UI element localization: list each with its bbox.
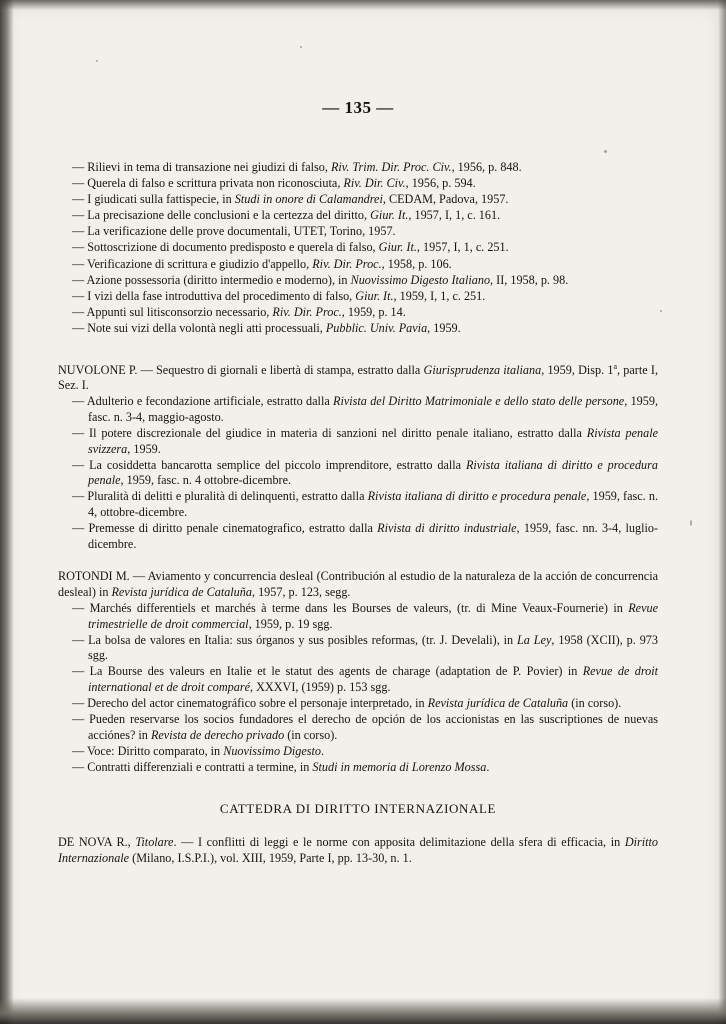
page-edge-shadow-left [0, 0, 14, 1024]
bibliography-entry: — Il potere discrezionale del giudice in materia di sanzioni nel diritto penale italiano, estratto dalla Rivista penale svizzera, 1959. [72, 425, 658, 456]
bibliography-block-de-nova [58, 835, 658, 866]
bibliography-entry: — Azione possessoria (diritto intermedio e moderno), in Nuovissimo Digesto Italiano, II, 1958, p. 98. [72, 272, 569, 287]
bibliography-entry: — Derecho del actor cinematográfico sobre el personaje interpretado, in Revista jurídica de Cataluña (in corso). [72, 695, 622, 710]
bibliography-author-entry: NUVOLONE P. — Sequestro di giornali e libertà di stampa, estratto dalla Giurisprudenza italiana, 1959, Disp. 1$^a$, parte I, Sez. I. [58, 361, 658, 393]
bibliography-entry: — La precisazione delle conclusioni e la certezza del diritto, Giur. It., 1957, I, 1, c. 161. [72, 208, 501, 223]
bibliography-entry: — Contratti differenziali e contratti a termine, in Studi in memoria di Lorenzo Mossa. [72, 759, 490, 774]
bibliography-entry: — I giudicati sulla fattispecie, in Studi in onore di Calamandrei, CEDAM, Padova, 1957. [72, 192, 509, 207]
bibliography-block-rotondi [58, 569, 658, 775]
page-content [58, 0, 658, 1024]
bibliography-entry: — Sottoscrizione di documento predisposto e querela di falso, Giur. It., 1957, I, 1, c. 251. [72, 240, 509, 255]
scan-speck [660, 310, 662, 312]
bibliography-entry: — Querela di falso e scrittura privata non riconosciuta, Riv. Dir. Civ., 1956, p. 594. [72, 176, 476, 191]
bibliography-author-entry: ROTONDI M. — Aviamento y concurrencia desleal (Contribución al estudio de la naturaleza de la acción de concurrencia desleal) in Revista jurídica de Cataluña, 1957, p. 123, segg. [58, 569, 658, 599]
bibliography-entry: — La Bourse des valeurs en Italie et le statut des agents de charage (adaptation de P. Povier) in Revue de droit international et de droit comparé, XXXVI, (1959) p. 153 sgg. [72, 664, 658, 694]
bibliography-entry: — Premesse di diritto penale cinematografico, estratto dalla Rivista di diritto industriale, 1959, fasc. nn. 3-4, luglio-dicembre. [72, 521, 658, 551]
bibliography-entry: — La bolsa de valores en Italia: sus órganos y sus posibles reformas, (tr. J. Develali), in La Ley, 1958 (XCII), p. 973 sgg. [72, 632, 658, 663]
bibliography-block-continued [58, 160, 658, 337]
bibliography-author-entry: DE NOVA R., Titolare. — I conflitti di leggi e le norme con apposita delimitazione della sfera di efficacia, in Diritto Internazionale (Milano, I.S.P.I.), vol. XIII, 1959, Parte I, pp. 13-30, n. 1. [58, 835, 658, 866]
bibliography-entry: — La cosiddetta bancarotta semplice del piccolo imprenditore, estratto dalla Rivista italiana di diritto e procedura penale, 1959, fasc. n. 4 ottobre-dicembre. [72, 457, 658, 488]
bibliography-entry: — Rilievi in tema di transazione nei giudizi di falso, Riv. Trim. Dir. Proc. Civ., 1956, p. 848. [72, 160, 522, 174]
scan-speck [690, 520, 692, 526]
bibliography-entry: — Appunti sul litisconsorzio necessario, Riv. Dir. Proc., 1959, p. 14. [72, 304, 406, 319]
bibliography-entry: — Marchés differentiels et marchés à terme dans les Bourses de valeurs, (tr. di Mine Veaux-Fournerie) in Revue trimestrielle de droit commercial, 1959, p. 19 sgg. [72, 600, 658, 631]
section-heading: CATTEDRA DI DIRITTO INTERNAZIONALE [219, 801, 497, 817]
bibliography-entry: — I vizi della fase introduttiva del procedimento di falso, Giur. It., 1959, I, 1, c. 251. [72, 288, 486, 303]
bibliography-entry: — Pluralità di delitti e pluralità di delinquenti, estratto dalla Rivista italiana di diritto e procedura penale, 1959, fasc. n. 4, ottobre-dicembre. [72, 489, 658, 519]
bibliography-blocks [58, 160, 658, 867]
page-edge-shadow-right [718, 0, 726, 1024]
bibliography-block-nuvolone [58, 359, 658, 553]
bibliography-entry: — Pueden reservarse los socios fundadores el derecho de opción de los accionistas en las suscriptiones de nuevas acciónes? in Revista de derecho privado (in corso). [72, 712, 658, 742]
bibliography-entry: — La verificazione delle prove documentali, UTET, Torino, 1957. [72, 224, 396, 239]
page-number: — 135 — [322, 98, 394, 117]
bibliography-entry: — Adulterio e fecondazione artificiale, estratto dalla Rivista del Diritto Matrimoniale e dello stato delle persone, 1959, fasc. n. 3-4, maggio-agosto. [72, 394, 658, 424]
bibliography-entry: — Note sui vizi della volontà negli atti processuali, Pubblic. Univ. Pavia, 1959. [72, 320, 461, 335]
bibliography-entry: — Voce: Diritto comparato, in Nuovissimo Digesto. [72, 743, 325, 758]
bibliography-entry: — Verificazione di scrittura e giudizio d'appello, Riv. Dir. Proc., 1958, p. 106. [72, 256, 452, 271]
